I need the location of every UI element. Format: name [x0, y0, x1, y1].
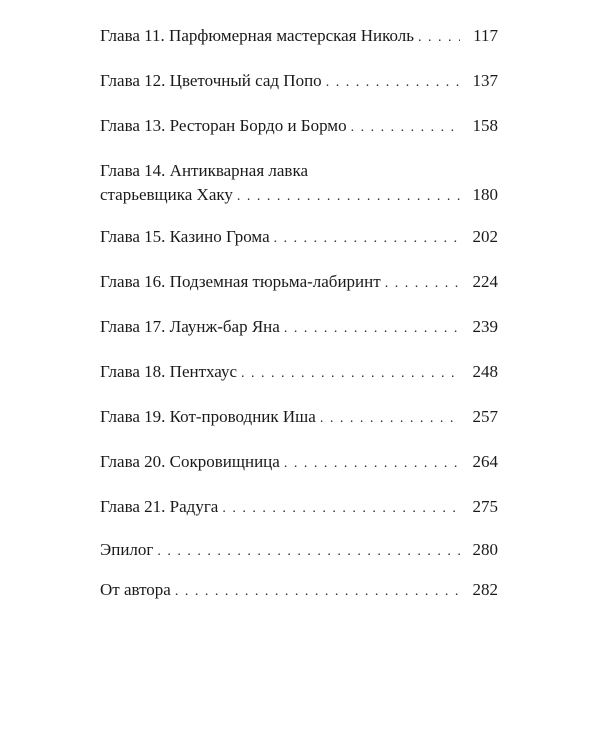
toc-entry-page: 239	[472, 317, 498, 336]
dot-leader	[326, 71, 460, 95]
dot-leader	[237, 185, 460, 209]
toc-entry-chapter-12	[100, 69, 498, 93]
toc-entry-page: 280	[472, 540, 498, 559]
toc-entry-title: Глава 15. Казино Грома	[100, 227, 270, 246]
toc-entry-title: Глава 20. Сокровищница	[100, 452, 280, 471]
toc-entry-page: 180	[472, 185, 498, 204]
dot-leader	[284, 317, 460, 341]
dot-leader	[320, 407, 460, 431]
toc-entry-chapter-17	[100, 315, 498, 339]
toc-entry-title: Глава 21. Радуга	[100, 497, 219, 516]
toc-entry-page: 158	[472, 116, 498, 135]
toc-entry-author-note	[100, 578, 498, 602]
toc-entry-chapter-19	[100, 405, 498, 429]
toc-entry-title: Глава 12. Цветочный сад Попо	[100, 71, 322, 90]
dot-leader	[222, 497, 460, 521]
toc-entry-page: 117	[473, 26, 498, 45]
toc-entry-chapter-11	[100, 24, 498, 48]
toc-entry-page: 202	[472, 227, 498, 246]
dot-leader	[157, 540, 460, 564]
toc-entry-page: 137	[472, 71, 498, 90]
toc-entry-title: Глава 11. Парфюмерная мастерская Николь	[100, 26, 415, 45]
toc-entry-epilogue	[100, 538, 498, 562]
toc-entry-chapter-20	[100, 450, 498, 474]
toc-entry-chapter-15	[100, 225, 498, 249]
toc-entry-chapter-21	[100, 495, 498, 519]
dot-leader	[274, 227, 460, 251]
toc-entry-title: От автора	[100, 580, 171, 599]
toc-entry-chapter-18	[100, 360, 498, 384]
toc-entry-page: 264	[472, 452, 498, 471]
table-of-contents	[100, 24, 498, 602]
toc-entry-title: Глава 17. Лаунж-бар Яна	[100, 317, 280, 336]
dot-leader	[385, 272, 460, 296]
dot-leader	[241, 362, 460, 386]
toc-entry-title: Глава 13. Ресторан Бордо и Бормо	[100, 116, 347, 135]
toc-entry-chapter-16	[100, 270, 498, 294]
toc-entry-title-line-2: старьевщика Хаку	[100, 185, 233, 204]
toc-entry-title: Глава 16. Подземная тюрьма-лабиринт	[100, 272, 381, 291]
dot-leader	[284, 452, 460, 476]
dot-leader	[351, 116, 460, 140]
dot-leader	[175, 580, 460, 604]
toc-entry-chapter-14	[100, 159, 498, 207]
toc-entry-title: Глава 19. Кот-проводник Иша	[100, 407, 316, 426]
dot-leader	[418, 26, 460, 50]
toc-entry-page: 275	[472, 497, 498, 516]
toc-entry-page: 248	[472, 362, 498, 381]
toc-entry-title: Эпилог	[100, 540, 154, 559]
toc-entry-title: Глава 18. Пентхаус	[100, 362, 238, 381]
toc-entry-page: 257	[472, 407, 498, 426]
toc-entry-page: 282	[472, 580, 498, 599]
toc-entry-page: 224	[472, 272, 498, 291]
toc-entry-title-line-1: Глава 14. Антикварная лавка	[100, 161, 309, 180]
toc-entry-chapter-13	[100, 114, 498, 138]
